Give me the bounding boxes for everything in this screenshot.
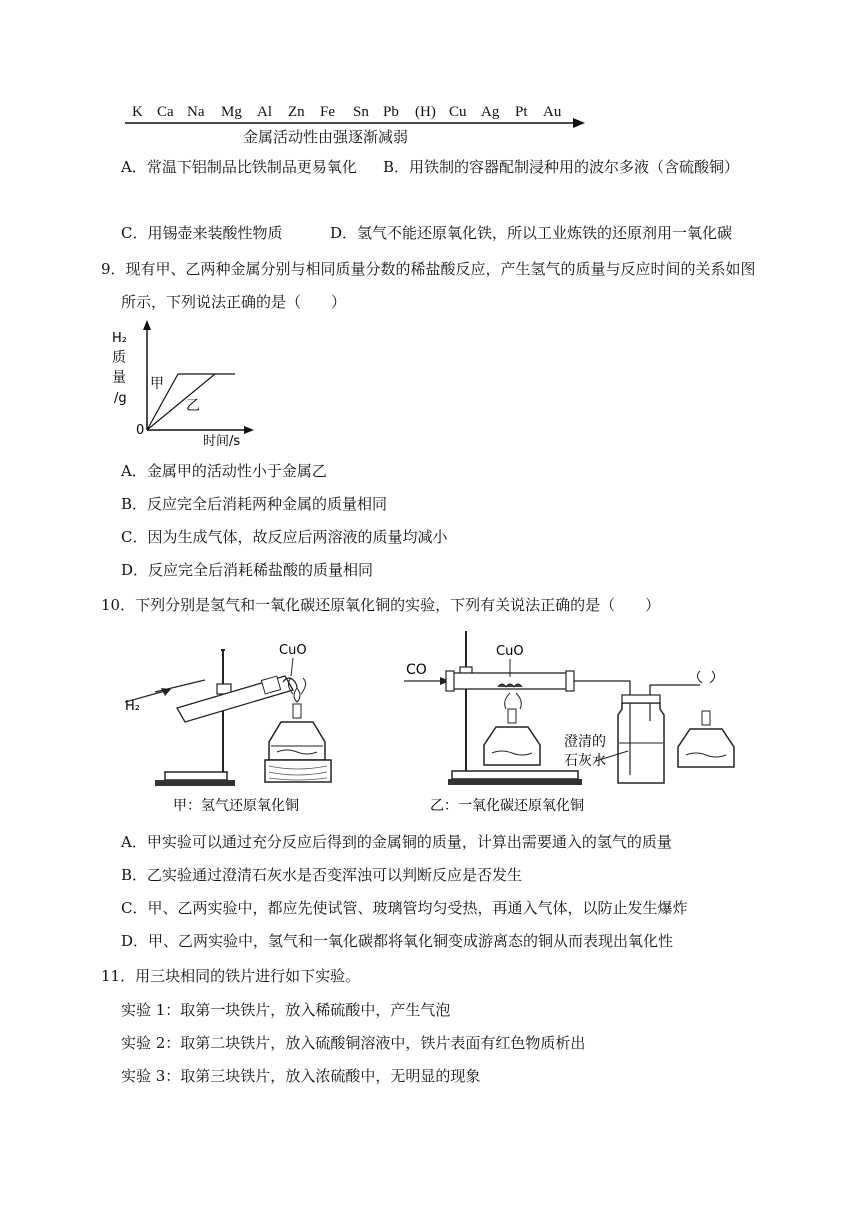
q11-exp2: 实验 2：取第二块铁片，放入硫酸铜溶液中，铁片表面有红色物质析出 bbox=[121, 1034, 586, 1052]
metal-symbol: K bbox=[132, 104, 143, 120]
metal-symbol: Ag bbox=[481, 104, 500, 120]
q10-option-c: C．甲、乙两实验中，都应先使试管、玻璃管均匀受热，再通入气体，以防止发生爆炸 bbox=[121, 899, 688, 917]
q11-exp1: 实验 1：取第一块铁片，放入稀硫酸中，产生气泡 bbox=[121, 1001, 451, 1019]
metal-symbol: Pb bbox=[383, 104, 399, 120]
q8-option-a: A．常温下铝制品比铁制品更易氧化 bbox=[121, 158, 357, 176]
y-label-h2: H₂ bbox=[112, 331, 127, 346]
q9-stem-line1: 9．现有甲、乙两种金属分别与相同质量分数的稀盐酸反应，产生氢气的质量与反应时间的关系如图 bbox=[101, 260, 756, 278]
metal-symbol: (H) bbox=[415, 104, 436, 120]
metal-symbol: Zn bbox=[288, 104, 305, 120]
metal-symbol: Na bbox=[187, 104, 205, 120]
metal-symbol: Al bbox=[257, 104, 272, 120]
q10-stem: 10．下列分别是氢气和一氧化碳还原氧化铜的实验，下列有关说法正确的是（ ） bbox=[101, 596, 661, 614]
y-label-zhi: 质 bbox=[112, 350, 126, 366]
metal-activity-series bbox=[125, 104, 585, 146]
series-label-yi: 乙 bbox=[186, 398, 200, 414]
q10-option-d: D．甲、乙两实验中，氢气和一氧化碳都将氧化铜变成游离态的铜从而表现出氧化性 bbox=[121, 932, 674, 950]
fig1-gas-label: H₂ bbox=[125, 699, 140, 714]
q10-option-b: B．乙实验通过澄清石灰水是否变浑浊可以判断反应是否发生 bbox=[121, 866, 523, 884]
q8-option-b: B．用铁制的容器配制浸种用的波尔多液（含硫酸铜） bbox=[383, 158, 740, 176]
fig2-caption: 乙：一氧化碳还原氧化铜 bbox=[430, 798, 584, 814]
fig2-gas-label: CO bbox=[406, 662, 427, 678]
fig1-reagent-label: CuO bbox=[279, 643, 307, 658]
q9-option-d: D．反应完全后消耗稀盐酸的质量相同 bbox=[121, 561, 374, 579]
q10-figure-yi bbox=[400, 625, 750, 820]
series-caption: 金属活动性由强逐渐减弱 bbox=[243, 128, 409, 146]
q9-option-a: A．金属甲的活动性小于金属乙 bbox=[121, 462, 327, 480]
q8-option-d: D．氢气不能还原氧化铁，所以工业炼铁的还原剂用一氧化碳 bbox=[330, 224, 733, 242]
q8-option-c: C．用锡壶来装酸性物质 bbox=[121, 224, 283, 242]
fig2-limewater-label-1: 澄清的 bbox=[564, 734, 606, 750]
metal-symbol: Pt bbox=[515, 104, 528, 120]
origin-label: 0 bbox=[136, 423, 145, 438]
metal-symbol: Au bbox=[543, 104, 562, 120]
metal-symbol: Sn bbox=[353, 104, 369, 120]
q9-option-b: B．反应完全后消耗两种金属的质量相同 bbox=[121, 495, 388, 513]
y-label-unit: /g bbox=[114, 391, 127, 406]
x-label: 时间/s bbox=[203, 434, 241, 449]
metal-symbol: Ca bbox=[157, 104, 174, 120]
q11-exp3: 实验 3：取第三块铁片，放入浓硫酸中，无明显的现象 bbox=[121, 1067, 481, 1085]
y-label-liang: 量 bbox=[112, 370, 126, 386]
q9-option-c: C．因为生成气体，故反应后两溶液的质量均减小 bbox=[121, 528, 448, 546]
fig1-caption: 甲：氢气还原氧化铜 bbox=[173, 798, 299, 814]
q11-stem: 11．用三块相同的铁片进行如下实验。 bbox=[101, 967, 361, 985]
fig2-limewater-label-2: 石灰水 bbox=[564, 753, 606, 769]
q10-option-a: A．甲实验可以通过充分反应后得到的金属铜的质量，计算出需要通入的氢气的质量 bbox=[121, 833, 672, 851]
series-label-jia: 甲 bbox=[150, 376, 164, 392]
metal-symbol: Mg bbox=[221, 104, 242, 120]
metal-symbol: Cu bbox=[449, 104, 467, 120]
q9-graph bbox=[110, 318, 270, 450]
q9-stem-line2: 所示，下列说法正确的是（ ） bbox=[121, 293, 347, 311]
fig2-reagent-label: CuO bbox=[496, 644, 524, 659]
metal-symbol: Fe bbox=[320, 104, 335, 120]
q10-figure-jia bbox=[115, 630, 350, 820]
